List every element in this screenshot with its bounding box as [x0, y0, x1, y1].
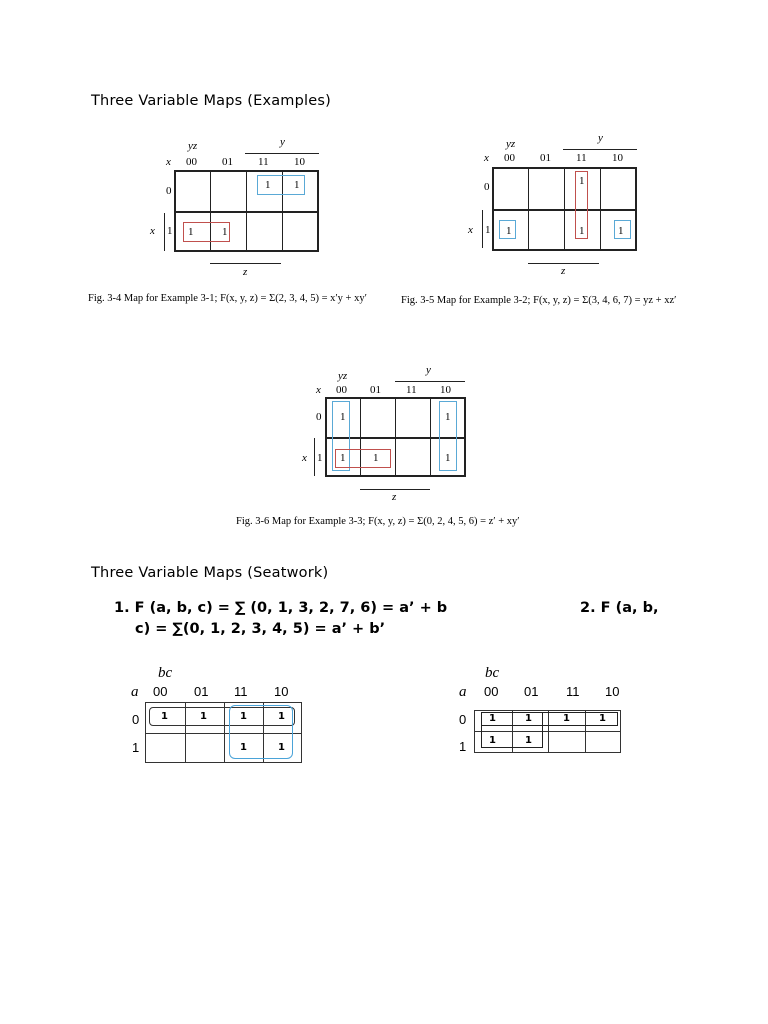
y-bracket [245, 153, 319, 154]
col-header-00: 00 [504, 152, 515, 164]
seatwork-kmap-2 [456, 665, 636, 765]
cell-value: 1 [563, 713, 570, 724]
group-outline [183, 222, 230, 242]
problem-2-continued: c) = ∑(0, 1, 2, 3, 4, 5) = a’ + b’ [135, 621, 386, 637]
col-header-01: 01 [370, 384, 381, 396]
yz-label: yz [338, 370, 348, 382]
col-header-11: 11 [258, 156, 269, 168]
y-bracket [563, 149, 637, 150]
x-bar [314, 438, 315, 476]
z-label: z [392, 491, 397, 503]
a-label: a [131, 684, 139, 700]
col-header-01: 01 [194, 684, 209, 699]
col-header-10: 10 [440, 384, 451, 396]
col-header-11: 11 [234, 684, 248, 699]
seatwork-kmap-1 [128, 665, 308, 770]
z-bracket [210, 263, 281, 264]
cell-value: 1 [240, 742, 247, 753]
group-outline [439, 401, 457, 471]
cell-value: 1 [599, 713, 606, 724]
col-header-00: 00 [336, 384, 347, 396]
cell-value: 1 [161, 711, 168, 722]
x-side-label: x [302, 452, 307, 464]
col-header-10: 10 [612, 152, 623, 164]
cell-value: 1 [188, 226, 194, 238]
cell-value: 1 [265, 179, 271, 191]
y-bracket [395, 381, 465, 382]
col-header-01: 01 [524, 684, 539, 699]
fig-3-6-caption: Fig. 3-6 Map for Example 3-3; F(x, y, z) = Σ(0, 2, 4, 5, 6) = z′ + xy′ [236, 516, 520, 527]
cell-value: 1 [340, 411, 346, 423]
col-header-10: 10 [274, 684, 289, 699]
z-label: z [561, 265, 566, 277]
seatwork-heading: Three Variable Maps (Seatwork) [91, 565, 329, 581]
col-header-00: 00 [153, 684, 168, 699]
kmap-fig-3-6 [302, 360, 482, 510]
cell-value: 1 [525, 713, 532, 724]
a-label: a [459, 684, 467, 700]
yz-label: yz [506, 138, 516, 150]
row-header-1: 1 [459, 739, 467, 754]
col-header-00: 00 [484, 684, 499, 699]
y-label: y [598, 132, 603, 144]
col-header-11: 11 [566, 684, 580, 699]
cell-value: 1 [200, 711, 207, 722]
group-outline [499, 220, 516, 239]
row-header-0: 0 [459, 712, 467, 727]
cell-value: 1 [579, 225, 585, 237]
row-header-0: 0 [484, 181, 490, 193]
x-label: x [166, 156, 171, 168]
col-header-00: 00 [186, 156, 197, 168]
fig-3-5-caption: Fig. 3-5 Map for Example 3-2; F(x, y, z) = Σ(3, 4, 6, 7) = yz + xz′ [401, 295, 677, 306]
cell-value: 1 [525, 735, 532, 746]
x-side-label: x [468, 224, 473, 236]
yz-label: yz [188, 140, 198, 152]
row-header-1: 1 [132, 740, 140, 755]
kmap-fig-3-5 [468, 128, 648, 278]
row-header-1: 1 [317, 452, 323, 464]
group-outline [575, 171, 588, 239]
row-header-1: 1 [167, 225, 173, 237]
problem-2-start: 2. F (a, b, [580, 600, 659, 616]
y-label: y [280, 136, 285, 148]
cell-value: 1 [240, 711, 247, 722]
cell-value: 1 [278, 742, 285, 753]
x-bar [482, 210, 483, 248]
cell-value: 1 [294, 179, 300, 191]
cell-value: 1 [489, 735, 496, 746]
col-header-10: 10 [294, 156, 305, 168]
row-header-0: 0 [166, 185, 172, 197]
cell-value: 1 [579, 175, 585, 187]
z-bracket [528, 263, 599, 264]
cell-value: 1 [222, 226, 228, 238]
group-outline [257, 175, 305, 195]
cell-value: 1 [618, 225, 624, 237]
bc-label: bc [158, 665, 173, 681]
z-bracket [360, 489, 430, 490]
cell-value: 1 [373, 452, 379, 464]
x-bar [164, 213, 165, 251]
group-outline [614, 220, 631, 239]
cell-value: 1 [340, 452, 346, 464]
cell-value: 1 [445, 452, 451, 464]
group-outline [229, 705, 293, 759]
cell-value: 1 [506, 225, 512, 237]
col-header-11: 11 [406, 384, 417, 396]
cell-value: 1 [278, 711, 285, 722]
x-label: x [484, 152, 489, 164]
row-header-0: 0 [316, 411, 322, 423]
row-header-0: 0 [132, 712, 140, 727]
problem-1: 1. F (a, b, c) = ∑ (0, 1, 3, 2, 7, 6) = a’ + b [114, 600, 448, 616]
x-label: x [316, 384, 321, 396]
fig-3-4-caption: Fig. 3-4 Map for Example 3-1; F(x, y, z) = Σ(2, 3, 4, 5) = x′y + xy′ [88, 293, 367, 304]
cell-value: 1 [489, 713, 496, 724]
col-header-01: 01 [540, 152, 551, 164]
group-outline [481, 712, 543, 748]
examples-heading: Three Variable Maps (Examples) [91, 93, 331, 109]
col-header-11: 11 [576, 152, 587, 164]
z-label: z [243, 266, 248, 278]
row-header-1: 1 [485, 224, 491, 236]
bc-label: bc [485, 665, 500, 681]
y-label: y [426, 364, 431, 376]
group-outline [335, 449, 391, 468]
col-header-10: 10 [605, 684, 620, 699]
cell-value: 1 [445, 411, 451, 423]
x-side-label: x [150, 225, 155, 237]
kmap-fig-3-4 [150, 130, 330, 280]
col-header-01: 01 [222, 156, 233, 168]
